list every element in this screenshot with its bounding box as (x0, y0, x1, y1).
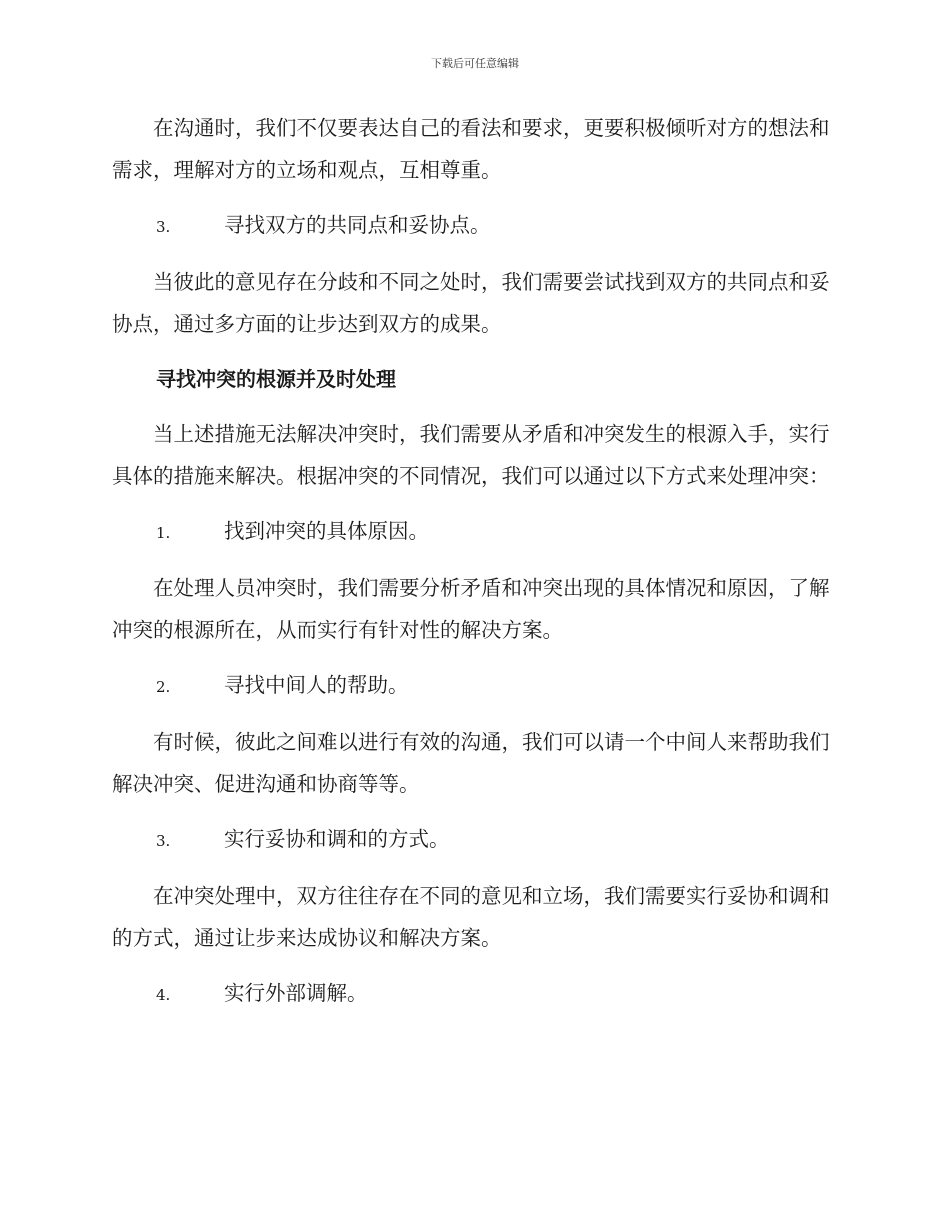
paragraph: 有时候，彼此之间难以进行有效的沟通，我们可以请一个中间人来帮助我们解决冲突、促进沟通和协商等等。 (112, 730, 830, 796)
list-item (112, 818, 832, 862)
paragraph: 在沟通时，我们不仅要表达自己的看法和要求，更要积极倾听对方的想法和需求，理解对方的立场和观点，互相尊重。 (112, 116, 830, 182)
document-body (112, 107, 832, 1029)
paragraph: 当上述措施无法解决冲突时，我们需要从矛盾和冲突发生的根源入手，实行具体的措施来解决。根据冲突的不同情况，我们可以通过以下方式来处理冲突： (112, 422, 830, 488)
list-text: 寻找双方的共同点和妥协点。 (224, 213, 491, 237)
section-heading: 寻找冲突的根源并及时处理 (156, 367, 396, 391)
list-number: 3. (156, 218, 171, 236)
list-number: 4. (156, 986, 171, 1004)
list-text: 实行外部调解。 (224, 981, 368, 1005)
paragraph: 当彼此的意见存在分歧和不同之处时，我们需要尝试找到双方的共同点和妥协点，通过多方面的让步达到双方的成果。 (112, 270, 830, 336)
list-text: 找到冲突的具体原因。 (224, 519, 429, 543)
paragraph: 在冲突处理中，双方往往存在不同的意见和立场，我们需要实行妥协和调和的方式，通过让步来达成协议和解决方案。 (112, 884, 830, 950)
list-item (112, 972, 832, 1016)
list-item (112, 204, 832, 248)
list-number: 3. (156, 832, 171, 850)
list-text: 寻找中间人的帮助。 (224, 673, 409, 697)
list-item (112, 510, 832, 554)
list-number: 1. (156, 524, 171, 542)
page-header: 下载后可任意编辑 (431, 57, 519, 70)
list-item (112, 664, 832, 708)
paragraph: 在处理人员冲突时，我们需要分析矛盾和冲突出现的具体情况和原因，了解冲突的根源所在，从而实行有针对性的解决方案。 (112, 576, 830, 642)
list-text: 实行妥协和调和的方式。 (224, 827, 450, 851)
list-number: 2. (156, 678, 171, 696)
